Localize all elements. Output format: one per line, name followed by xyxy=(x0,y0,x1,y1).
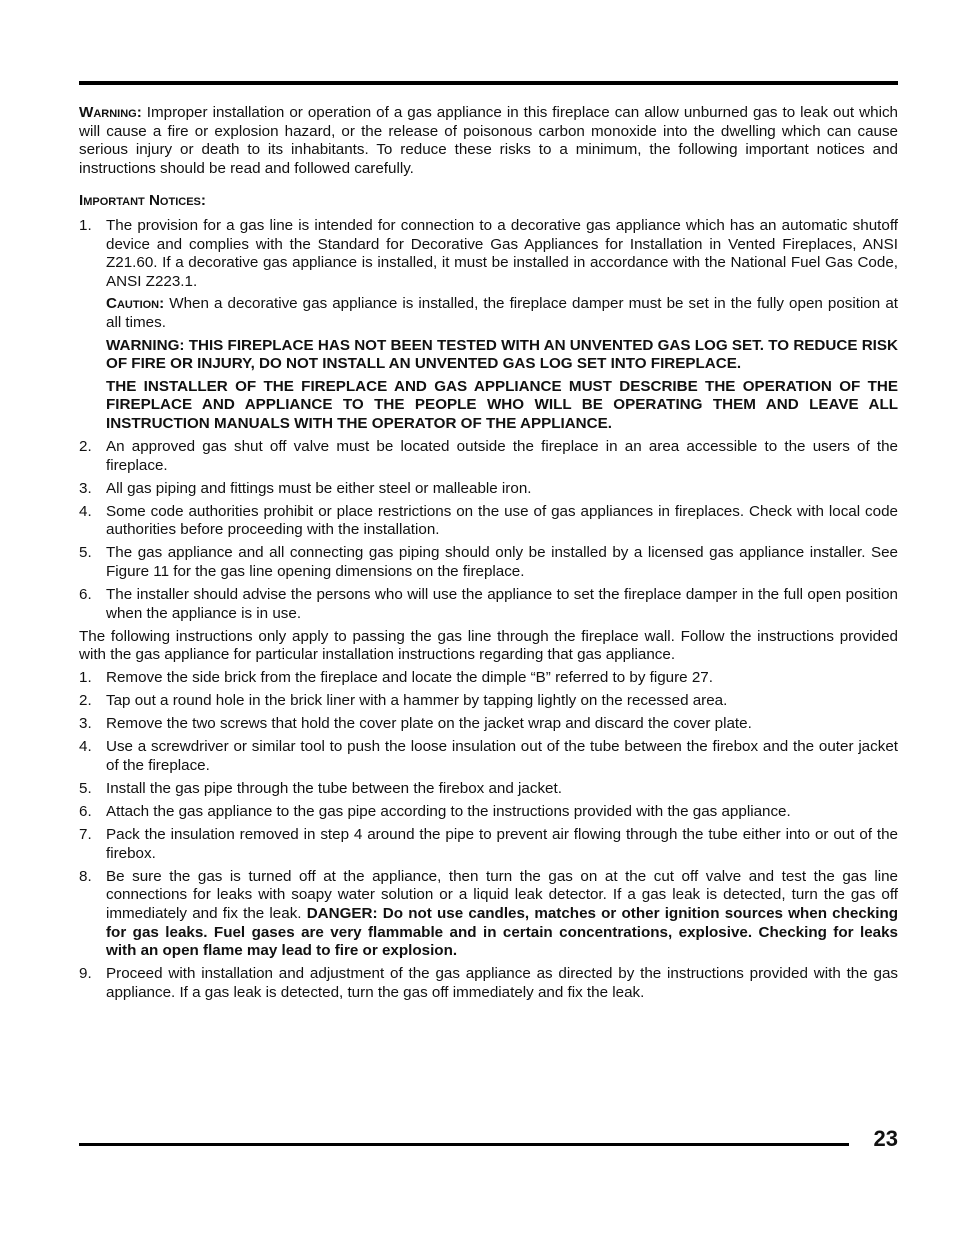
danger-warning: DANGER: Do not use candles, matches or other ignition sources when checking for gas leaks. Fuel gases are very flammable and in certain concentrations, explosive. Checking for leaks with an open flame may lead to fire or explosion. xyxy=(106,905,898,960)
list-item xyxy=(79,780,898,799)
item-text: The installer should advise the persons who will use the appliance to set the fireplace damper in the full open position when the appliance is in use. xyxy=(106,586,898,622)
list-item xyxy=(79,586,898,623)
caution-label: Caution: xyxy=(106,295,165,313)
step-number: 8. xyxy=(79,867,92,885)
top-rule xyxy=(79,81,898,85)
item-text: The provision for a gas line is intended for connection to a decorative gas appliance which has an automatic shutoff device and complies with the Standard for Decorative Gas Appliances for Installation in Vented Fireplaces, ANSI Z21.60. If a decorative gas appliance is installed, it must be installed in accordance with the National Fuel Gas Code, ANSI Z223.1. xyxy=(106,216,898,290)
page-number: 23 xyxy=(873,1126,898,1151)
step-text: Attach the gas appliance to the gas pipe according to the instructions provided with the gas appliance. xyxy=(106,803,791,821)
list-item xyxy=(79,669,898,688)
list-item xyxy=(79,868,898,961)
step-text: Use a screwdriver or similar tool to push the loose insulation out of the tube between the firebox and the outer jacket of the fireplace. xyxy=(106,738,898,774)
item-number: 4. xyxy=(79,502,92,520)
warning-paragraph xyxy=(79,104,898,178)
list-item xyxy=(79,715,898,734)
item-number: 3. xyxy=(79,479,92,497)
step-text: Tap out a round hole in the brick liner with a hammer by tapping lightly on the recessed area. xyxy=(106,692,728,710)
step-number: 6. xyxy=(79,803,92,821)
bottom-rule xyxy=(79,1143,849,1146)
intro-paragraph: The following instructions only apply to passing the gas line through the fireplace wall. Follow the instructions provided with the gas appliance for particular installation instructions regarding that gas appliance. xyxy=(79,627,898,664)
step-text: Remove the side brick from the fireplace and locate the dimple “B” referred to by figure 27. xyxy=(106,669,713,687)
list-item xyxy=(79,217,898,434)
page-content xyxy=(79,104,898,1007)
unvented-warning: WARNING: THIS FIREPLACE HAS NOT BEEN TESTED WITH AN UNVENTED GAS LOG SET. TO REDUCE RISK OF FIRE OR INJURY, DO NOT INSTALL AN UNVENTED GAS LOG SET INTO FIREPLACE. xyxy=(106,336,898,373)
step-number: 4. xyxy=(79,738,92,756)
step-number: 9. xyxy=(79,965,92,983)
list-item xyxy=(79,480,898,499)
item-text: The gas appliance and all connecting gas piping should only be installed by a licensed gas appliance installer. See Figure 11 for the gas line opening dimensions on the fireplace. xyxy=(106,544,898,581)
list-item xyxy=(79,965,898,1002)
list-item xyxy=(79,544,898,581)
warning-text: Improper installation or operation of a gas appliance in this fireplace can allow unburned gas to leak out which will cause a fire or explosion hazard, or the release of poisonous carbon monoxide into the dwelling which can cause serious injury or death to its inhabitants. To reduce these risks to a minimum, the following important notices and instructions should be read and followed carefully. xyxy=(79,104,898,177)
item-number: 6. xyxy=(79,586,92,604)
list-item xyxy=(79,826,898,863)
step-number: 5. xyxy=(79,780,92,797)
step-text: Pack the insulation removed in step 4 around the pipe to prevent air flowing through the tube either into or out of the firebox. xyxy=(106,826,898,862)
step-number: 7. xyxy=(79,826,92,844)
item-text: An approved gas shut off valve must be located outside the fireplace in an area accessible to the users of the fireplace. xyxy=(106,438,898,474)
item-number: 1. xyxy=(79,216,92,234)
notices-list xyxy=(79,217,898,623)
step-text: Install the gas pipe through the tube between the firebox and jacket. xyxy=(106,780,562,797)
item-text: All gas piping and fittings must be either steel or malleable iron. xyxy=(106,479,532,497)
step-number: 2. xyxy=(79,692,92,710)
item-number: 5. xyxy=(79,544,92,562)
steps-list xyxy=(79,669,898,1003)
list-item xyxy=(79,692,898,711)
caution-text: When a decorative gas appliance is installed, the fireplace damper must be set in the fully open position at all times. xyxy=(106,295,898,331)
step-number: 1. xyxy=(79,669,92,687)
step-text: Proceed with installation and adjustment of the gas appliance as directed by the instructions provided with the gas appliance. If a gas leak is detected, turn the gas off immediately and fix the leak. xyxy=(106,965,898,1001)
item-text: Some code authorities prohibit or place restrictions on the use of gas appliances in fireplaces. Check with local code authorities before proceeding with the installation. xyxy=(106,502,898,539)
list-item xyxy=(79,738,898,775)
step-text: Be sure the gas is turned off at the appliance, then turn the gas on at the cut off valve and test the gas line connections for leaks with soapy water solution or a liquid leak detector. If a gas leak is detected, turn the gas off immediately and fix the leak. DANGER: Do not use candles, matches or other ignition sources when checking for gas leaks. Fuel gases are very flammable and in certain concentrations, explosive. Checking for leaks with an open flame may lead to fire or explosion. xyxy=(106,867,898,960)
step-number: 3. xyxy=(79,715,92,733)
list-item xyxy=(79,803,898,822)
step-text: Remove the two screws that hold the cover plate on the jacket wrap and discard the cover plate. xyxy=(106,715,752,733)
warning-label: Warning: xyxy=(79,104,142,121)
list-item xyxy=(79,438,898,475)
list-item xyxy=(79,503,898,540)
installer-warning: THE INSTALLER OF THE FIREPLACE AND GAS APPLIANCE MUST DESCRIBE THE OPERATION OF THE FIREPLACE AND APPLIANCE TO THE PEOPLE WHO WILL BE OPERATING THEM AND LEAVE ALL INSTRUCTION MANUALS WITH THE OPERATOR OF THE APPLIANCE. xyxy=(106,377,898,432)
notices-heading: Important Notices: xyxy=(79,192,206,210)
caution-paragraph xyxy=(106,295,898,332)
item-number: 2. xyxy=(79,438,92,455)
